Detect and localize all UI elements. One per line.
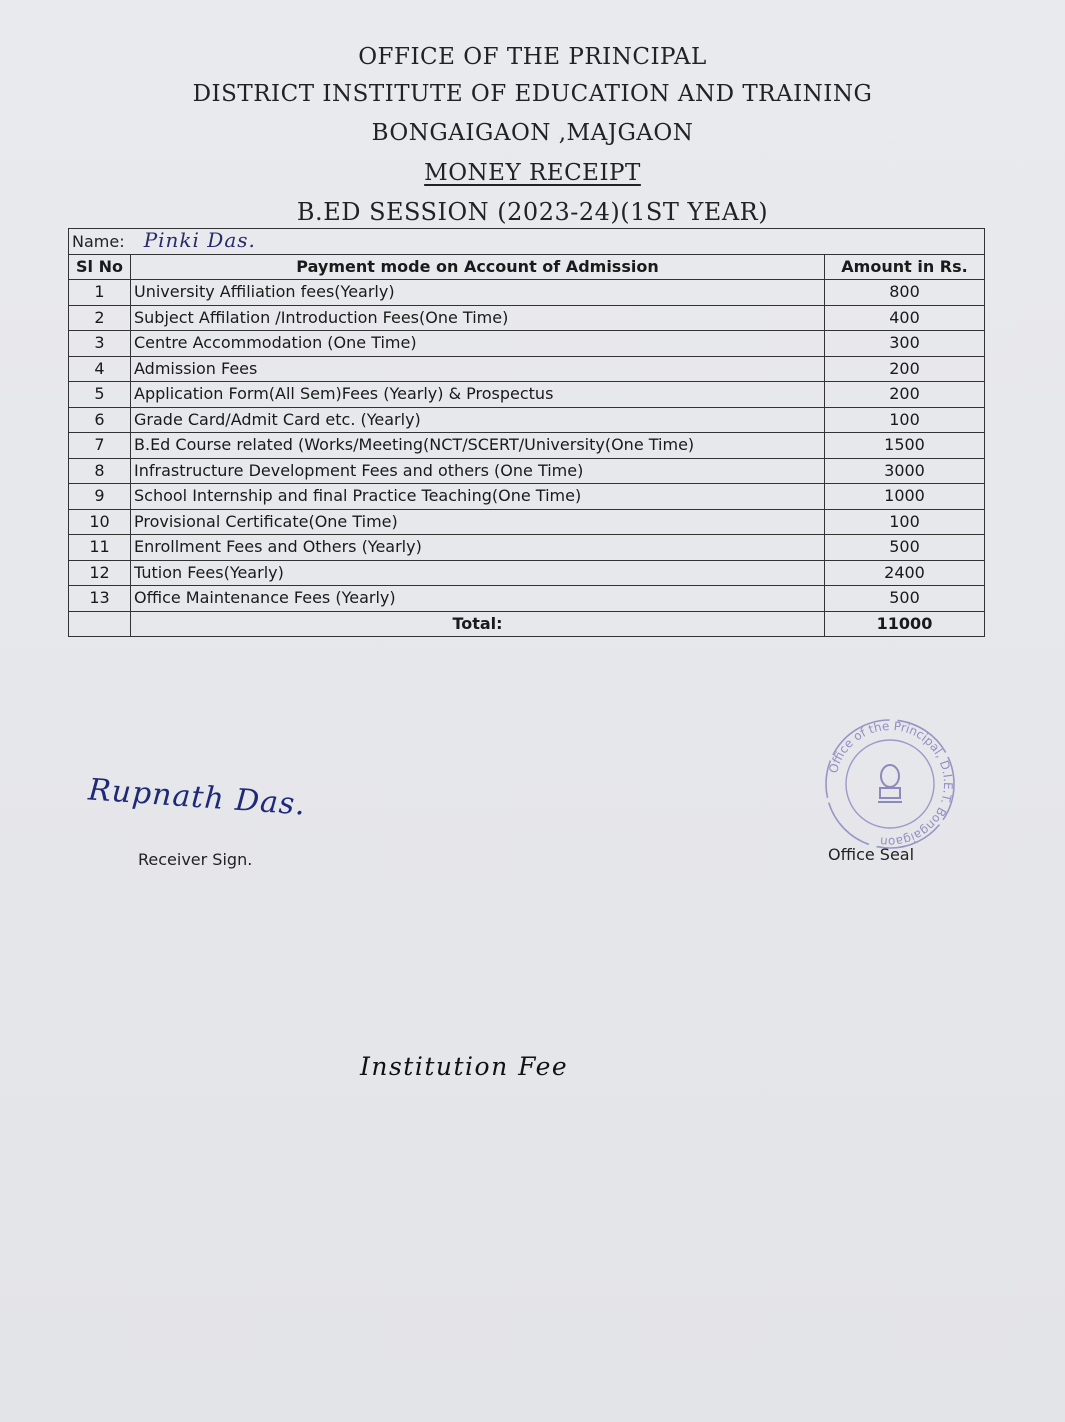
fee-sl-no: 5 [69,382,131,408]
office-seal-stamp [822,716,958,852]
institute-location: BONGAIGAON ,MAJGAON [371,120,694,146]
total-row [69,611,985,637]
document-title [0,160,1065,186]
fee-description: Enrollment Fees and Others (Yearly) [131,535,825,561]
fee-description: Office Maintenance Fees (Yearly) [131,586,825,612]
receiver-sign-label: Receiver Sign. [138,850,253,869]
fee-row [69,280,985,306]
name-cell [69,229,985,255]
fee-row [69,509,985,535]
fee-description: Infrastructure Development Fees and others (One Time) [131,458,825,484]
session-title: B.ED SESSION (2023-24)(1ST YEAR) [296,198,769,226]
fee-amount: 100 [825,407,985,433]
office-title: OFFICE OF THE PRINCIPAL [358,44,707,70]
fee-sl-no: 4 [69,356,131,382]
fee-sl-no: 3 [69,331,131,357]
fee-amount: 1500 [825,433,985,459]
fee-row [69,356,985,382]
fee-amount: 500 [825,586,985,612]
fee-row [69,535,985,561]
fee-amount: 200 [825,382,985,408]
payment-mode-header: Payment mode on Account of Admission [131,254,825,280]
fee-sl-no: 9 [69,484,131,510]
fee-amount: 800 [825,280,985,306]
fee-amount: 3000 [825,458,985,484]
fee-description: Admission Fees [131,356,825,382]
fee-row [69,458,985,484]
fee-sl-no: 1 [69,280,131,306]
total-empty-cell [69,611,131,637]
name-label: Name: [72,232,125,252]
emblem-icon [878,765,902,802]
fee-description: Centre Accommodation (One Time) [131,331,825,357]
fee-description: Application Form(All Sem)Fees (Yearly) & Prospectus [131,382,825,408]
office-seal-label: Office Seal [828,845,915,864]
total-amount: 11000 [825,611,985,637]
fee-amount: 500 [825,535,985,561]
money-receipt-heading: MONEY RECEIPT [424,160,641,186]
fee-description: Grade Card/Admit Card etc. (Yearly) [131,407,825,433]
fee-sl-no: 12 [69,560,131,586]
fee-description: University Affiliation fees(Yearly) [131,280,825,306]
receiver-signature: Rupnath Das. [87,772,308,823]
fee-row [69,586,985,612]
fee-row [69,382,985,408]
amount-header: Amount in Rs. [825,254,985,280]
header-row [69,254,985,280]
total-label: Total: [131,611,825,637]
fee-sl-no: 7 [69,433,131,459]
fee-row [69,560,985,586]
fee-amount: 2400 [825,560,985,586]
fee-description: School Internship and final Practice Teaching(One Time) [131,484,825,510]
sl-no-header: Sl No [69,254,131,280]
fee-amount: 400 [825,305,985,331]
fee-description: Tution Fees(Yearly) [131,560,825,586]
name-row [69,229,985,255]
fee-sl-no: 11 [69,535,131,561]
fee-table [68,228,985,637]
fee-row [69,407,985,433]
fee-row [69,484,985,510]
fee-sl-no: 6 [69,407,131,433]
fee-amount: 300 [825,331,985,357]
institute-name: DISTRICT INSTITUTE OF EDUCATION AND TRAINING [192,81,873,107]
seal-text: Office of the Principal, D.I.E.T. Bongaigaon [826,718,956,850]
fee-sl-no: 10 [69,509,131,535]
fee-amount: 100 [825,509,985,535]
handwritten-note: Institution Fee [360,1052,569,1081]
fee-description: Subject Affilation /Introduction Fees(One Time) [131,305,825,331]
fee-row [69,433,985,459]
fee-row [69,331,985,357]
fee-description: Provisional Certificate(One Time) [131,509,825,535]
fee-amount: 1000 [825,484,985,510]
student-name: Pinki Das. [143,228,256,253]
fee-sl-no: 13 [69,586,131,612]
fee-sl-no: 8 [69,458,131,484]
fee-sl-no: 2 [69,305,131,331]
fee-description: B.Ed Course related (Works/Meeting(NCT/SCERT/University(One Time) [131,433,825,459]
fee-row [69,305,985,331]
fee-amount: 200 [825,356,985,382]
